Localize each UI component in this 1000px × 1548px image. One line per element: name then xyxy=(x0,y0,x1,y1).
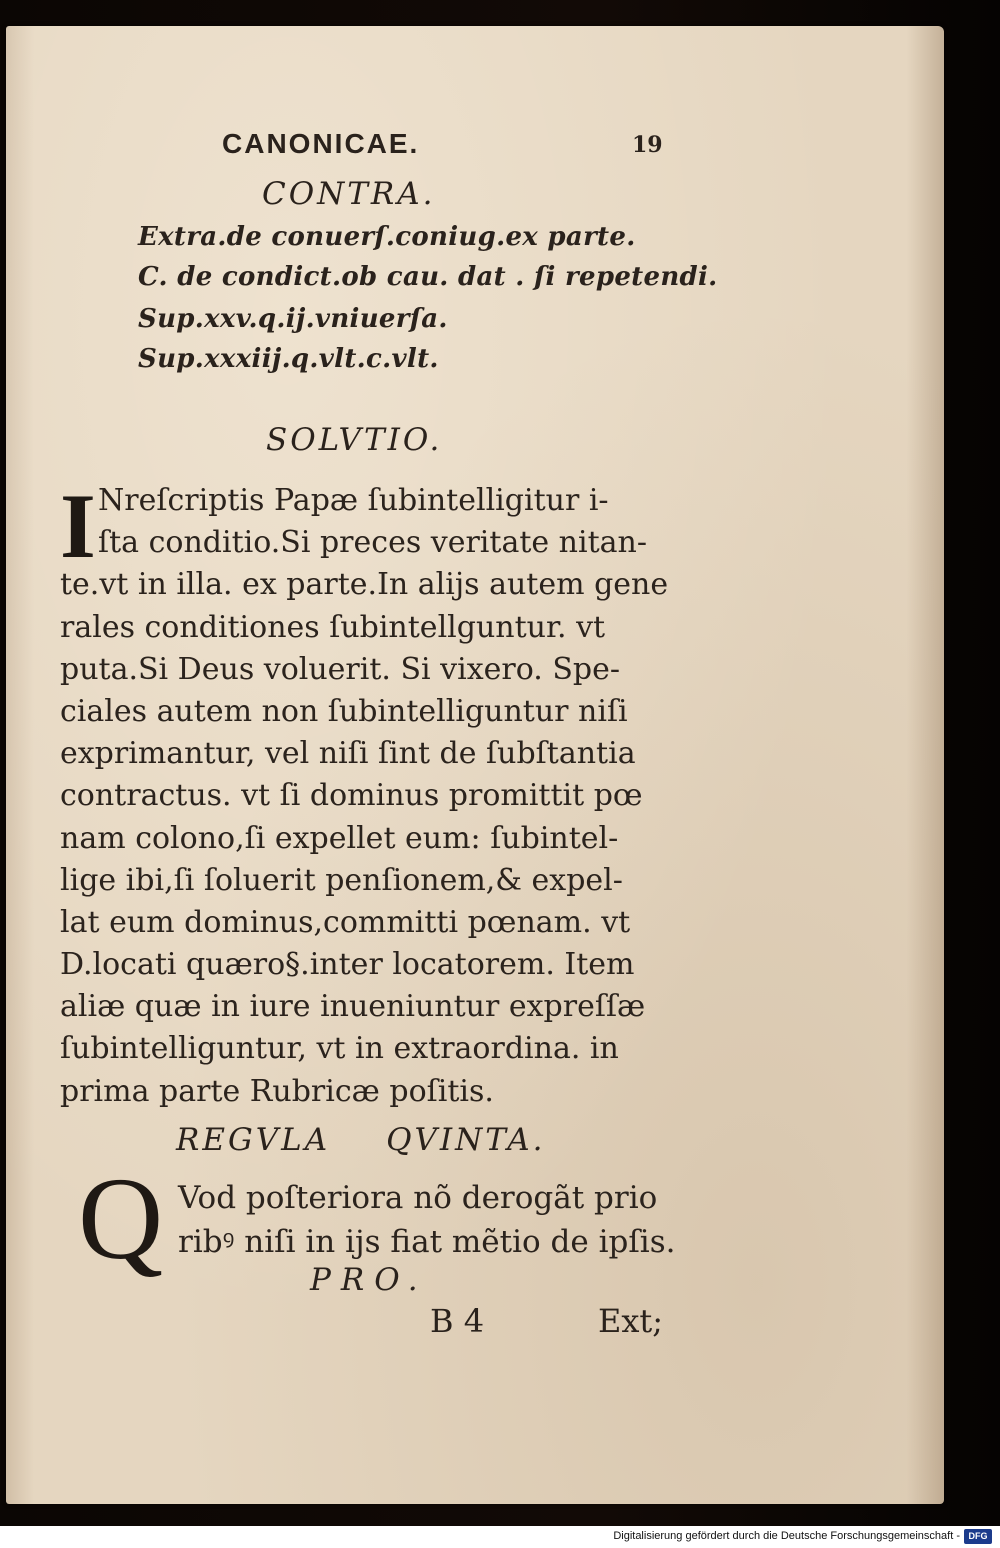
drop-cap-initial: Q xyxy=(78,1153,164,1284)
body-line: lige ibi,ſi ſoluerit penſionem,& expel- xyxy=(60,862,623,898)
body-line: te.vt in illa. ex parte.In alijs autem gene xyxy=(60,567,669,603)
page-number: 19 xyxy=(632,132,663,158)
body-line: lat eum dominus,committi pœnam. vt xyxy=(60,904,631,940)
regula-body xyxy=(178,1176,675,1264)
solutio-body xyxy=(60,475,670,1113)
attribution-text: Digitalisierung gefördert durch die Deutsche Forschungsgemeinschaft - xyxy=(613,1530,960,1542)
contra-heading: CONTRA. xyxy=(262,176,436,212)
body-line: ciales autem non ſubintelliguntur niſi xyxy=(60,693,628,729)
body-line: ſubintelliguntur, vt in extraordina. in xyxy=(60,1031,619,1067)
catchword: Ext; xyxy=(598,1302,664,1340)
pro-heading: PRO. xyxy=(310,1262,428,1298)
citation-line: Sup.xxxiij.q.vlt.c.vlt. xyxy=(138,344,439,374)
body-line: rales conditiones ſubintellguntur. vt xyxy=(60,609,606,645)
citation-line: Sup.xxv.q.ij.vniuerſa. xyxy=(138,304,448,334)
regula-heading xyxy=(176,1122,546,1158)
body-line: puta.Si Deus voluerit. Si vixero. Spe- xyxy=(60,651,620,687)
body-line: ſta conditio.Si preces veritate nitan- xyxy=(98,525,647,561)
body-line: ribꝰ niſi in ijs fiat mẽtio de ipſis. xyxy=(178,1224,676,1260)
body-line: contractus. vt ſi dominus promittit pœ xyxy=(60,778,643,814)
body-line: Nreſcriptis Papæ ſubintelligitur i- xyxy=(98,483,609,518)
regula-heading-word: REGVLA xyxy=(176,1122,331,1158)
drop-cap-initial: I xyxy=(60,475,96,577)
signature-mark: B 4 xyxy=(430,1302,485,1340)
body-line: aliæ quæ in iure inueniuntur expreſſæ xyxy=(60,989,646,1025)
dfg-logo: DFG xyxy=(964,1529,992,1544)
body-line: Vod poſteriora nõ derogãt prio xyxy=(178,1180,658,1216)
body-line: prima parte Rubricæ poſitis. xyxy=(60,1073,494,1109)
regula-heading-word: QVINTA. xyxy=(386,1122,546,1158)
citation-line: Extra.de conuerſ.coniug.ex parte. xyxy=(138,222,636,252)
body-line: nam colono,ſi expellet eum: ſubintel- xyxy=(60,820,619,856)
solutio-heading: SOLVTIO. xyxy=(266,422,443,458)
citation-line: C. de condict.ob cau. dat . ſi repetendi. xyxy=(138,262,718,292)
attribution-bar xyxy=(0,1526,1000,1548)
body-line: exprimantur, vel niſi ſint de ſubſtantia xyxy=(60,736,636,772)
running-head: CANONICAE. xyxy=(222,128,420,159)
body-line: D.locati quæro§.inter locatorem. Item xyxy=(60,947,635,983)
